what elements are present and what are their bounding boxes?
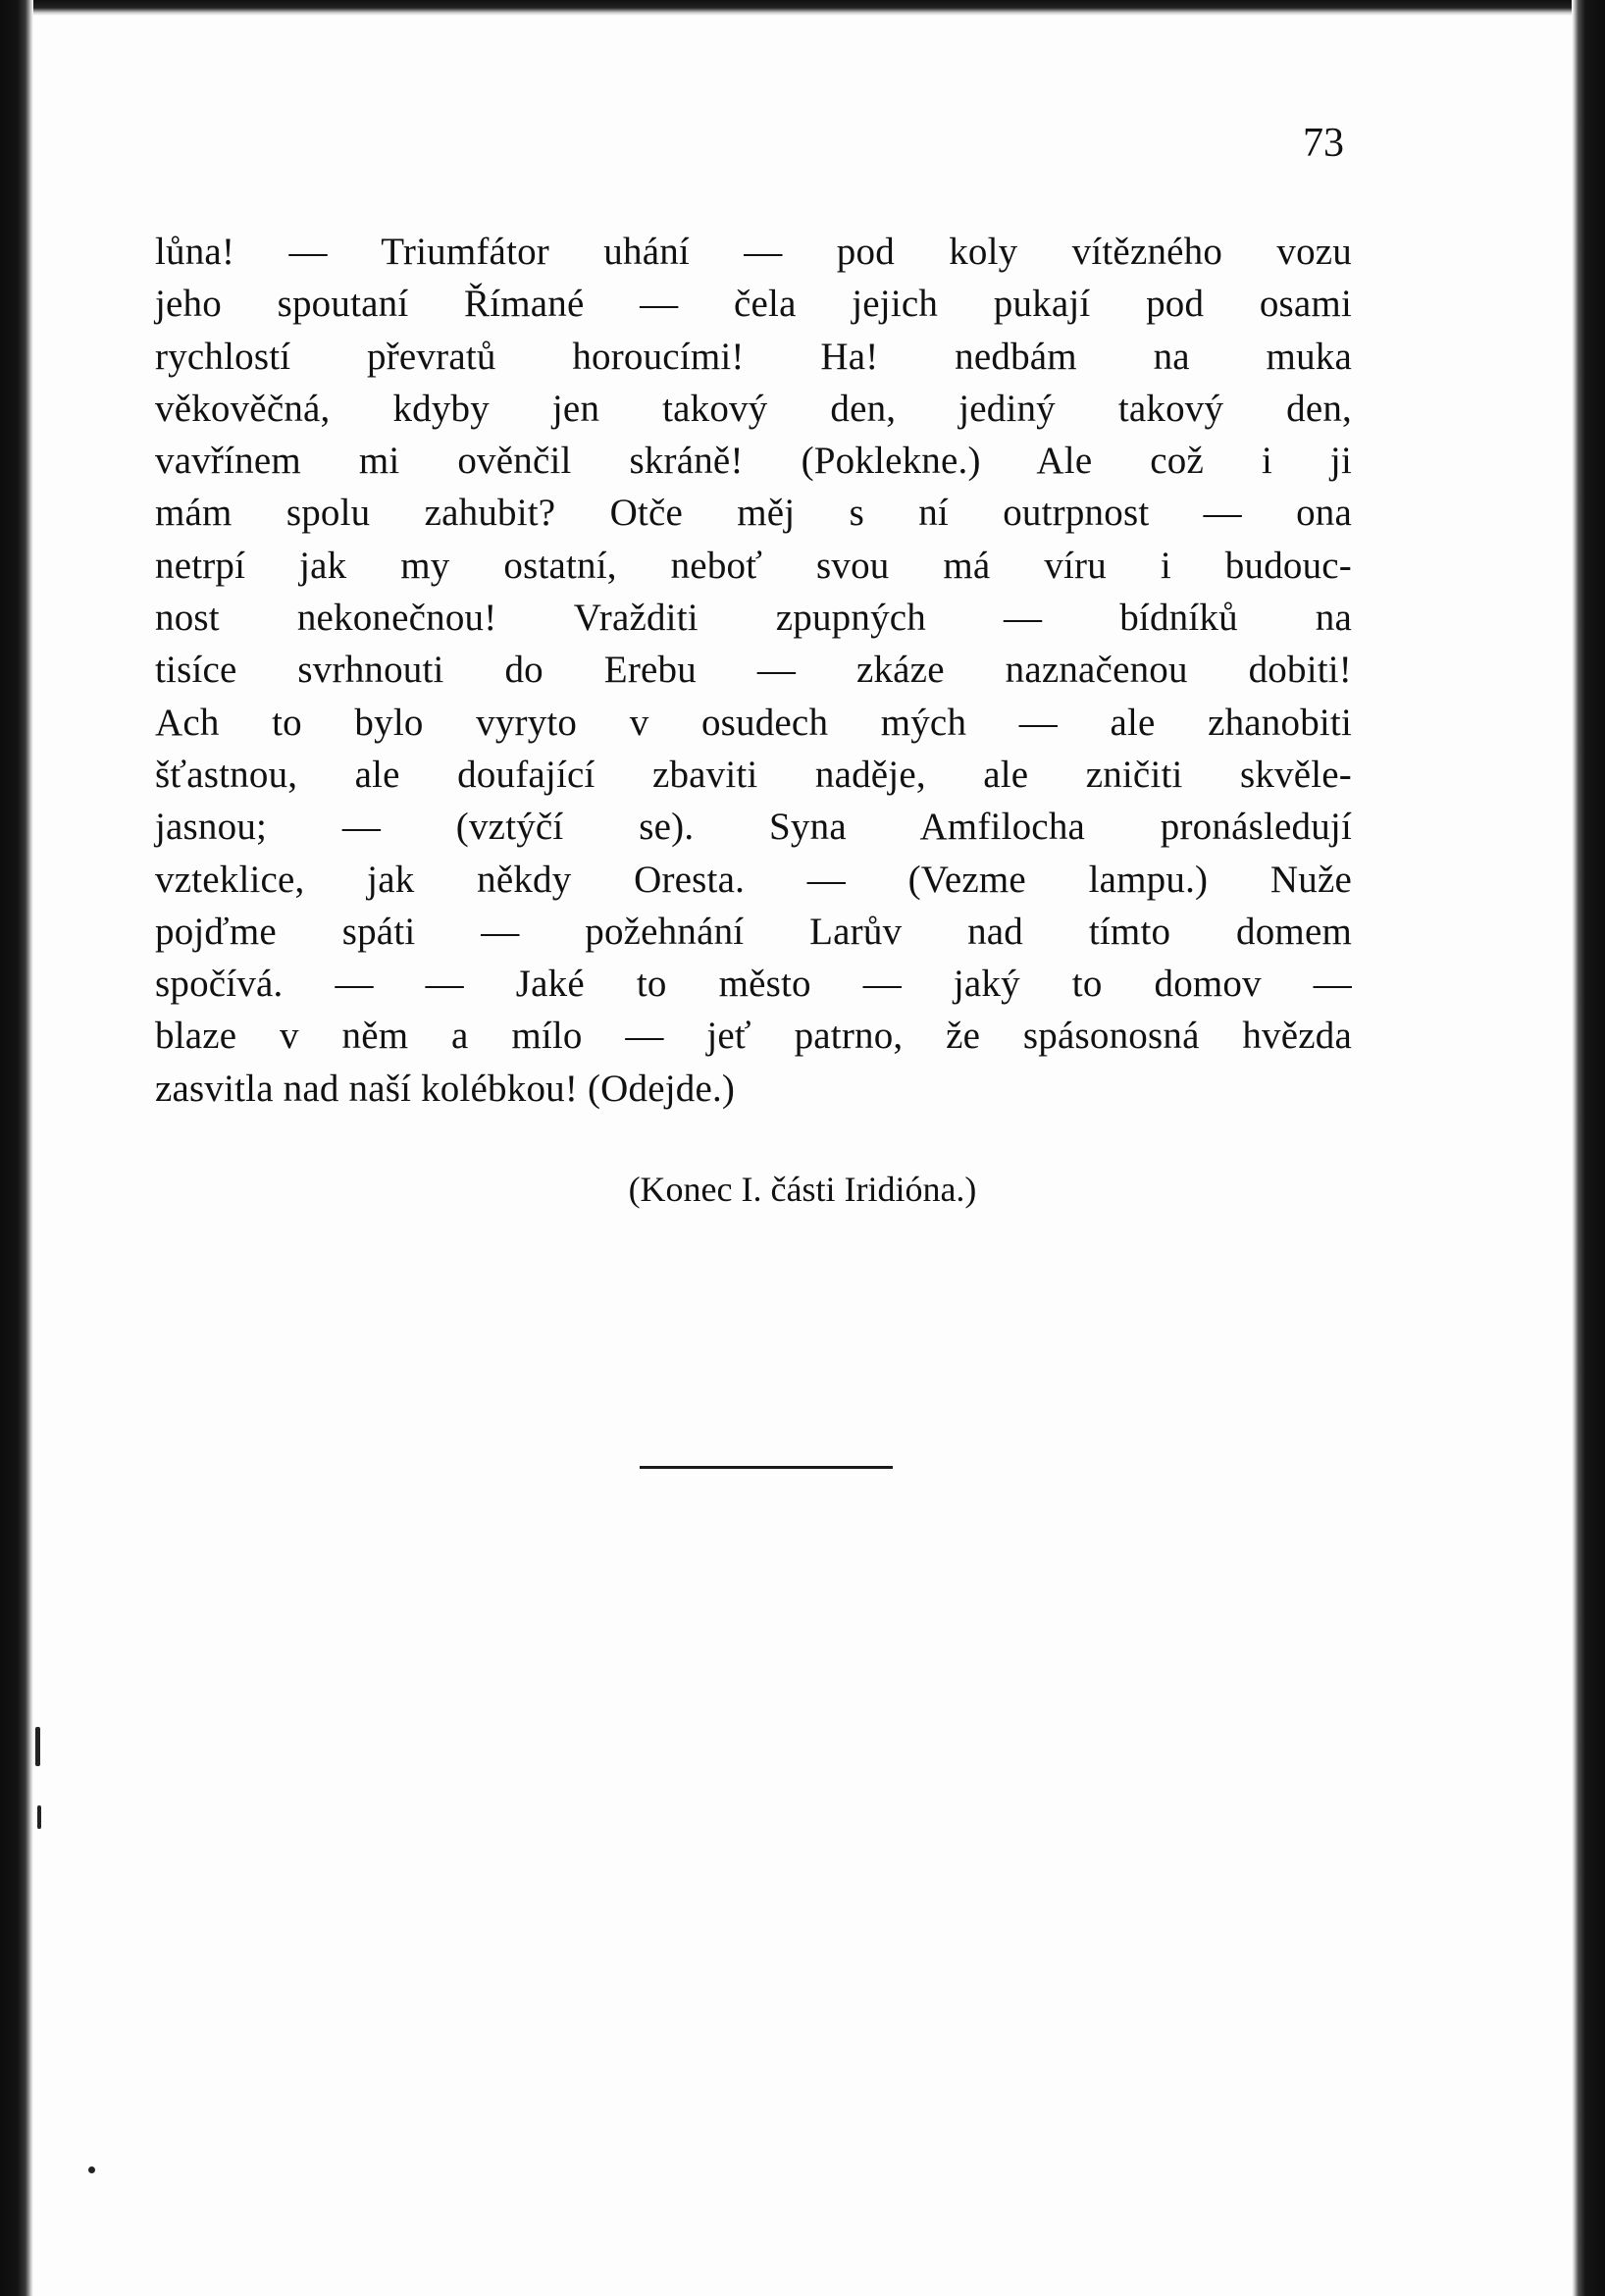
body-text	[155, 226, 1352, 1115]
text-line: věkověčná, kdyby jen takový den, jediný takový den,	[155, 387, 1352, 430]
text-line: netrpí jak my ostatní, neboť svou má víru i budouc-	[155, 544, 1352, 587]
scan-top-border	[33, 0, 1574, 16]
scan-left-border	[0, 0, 33, 2296]
text-line: vzteklice, jak někdy Oresta. — (Vezme lampu.) Nuže	[155, 858, 1352, 901]
section-end-note: (Konec I. části Iridióna.)	[628, 1170, 977, 1209]
text-line: nost nekonečnou! Vražditi zpupných — bídníků na	[155, 597, 1352, 640]
text-line: zasvitla nad naší kolébkou! (Odejde.)	[155, 1067, 736, 1110]
text-line: blaze v něm a mílo — jeť patrno, že spásonosná hvězda	[155, 1015, 1352, 1058]
scan-speck	[37, 1805, 41, 1829]
text-line: spočívá. — — Jaké to město — jaký to domov —	[155, 963, 1352, 1006]
text-line: šťastnou, ale doufající zbaviti naděje, ale zničiti skvěle-	[155, 753, 1352, 796]
text-line: mám spolu zahubit? Otče měj s ní outrpnost — ona	[155, 492, 1352, 535]
page-number: 73	[1303, 121, 1344, 166]
text-line: jasnou; — (vztýčí se). Syna Amfilocha pronásledují	[155, 806, 1352, 849]
text-line: rychlostí převratů horoucími! Ha! nedbám na muka	[155, 335, 1352, 378]
text-line: pojďme spáti — požehnání Larův nad tímto domem	[155, 910, 1352, 953]
scan-speck	[88, 2166, 95, 2173]
text-line: tisíce svrhnouti do Erebu — zkáze naznačenou dobiti!	[155, 649, 1352, 692]
text-line: Ach to bylo vyryto v osudech mých — ale zhanobiti	[155, 701, 1352, 744]
scan-right-border	[1572, 0, 1605, 2296]
text-line: vavřínem mi ověnčil skráně! (Poklekne.) Ale což i ji	[155, 440, 1352, 483]
text-line: jeho spoutaní Římané — čela jejich pukají pod osami	[155, 283, 1352, 326]
horizontal-rule	[640, 1466, 893, 1469]
scan-speck	[35, 1727, 40, 1766]
text-line: lůna! — Triumfátor uhání — pod koly vítězného vozu	[155, 231, 1352, 273]
